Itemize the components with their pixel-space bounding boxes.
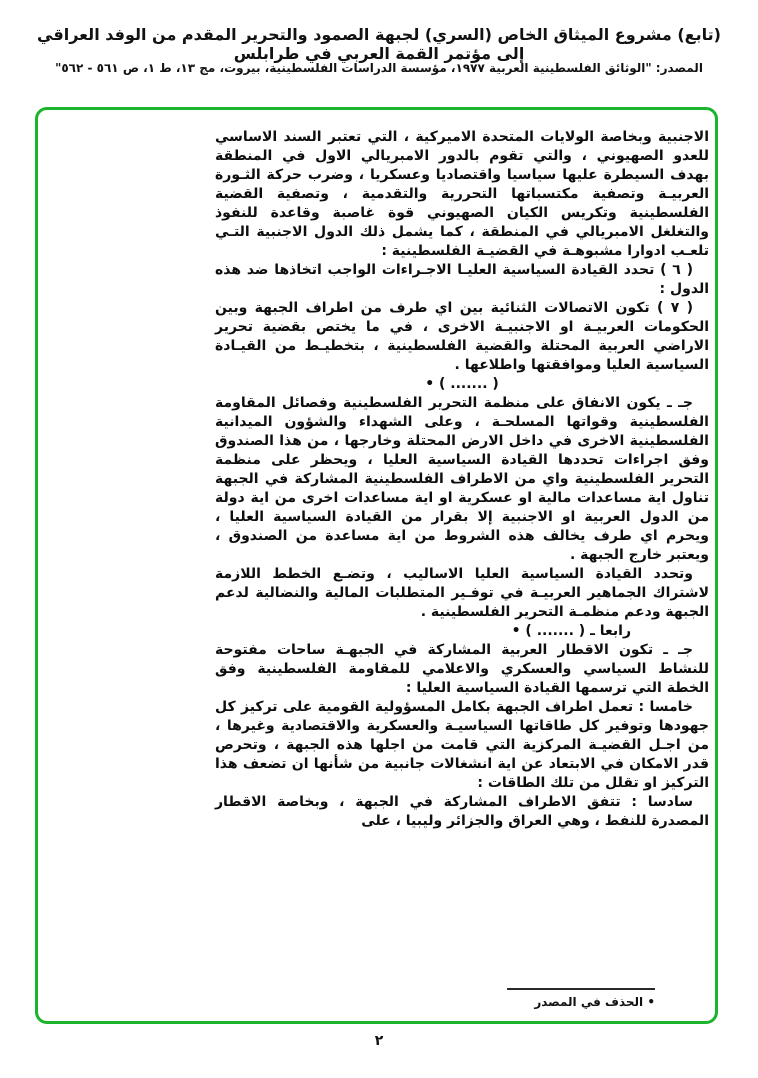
section-rabia-line: رابعا ـ ( ....... ) • <box>511 623 631 639</box>
body-paragraph-khamisa: خامسا : تعمل اطراف الجبهة بكامل المسؤولية القومية على تركيز كل جهودها وتوفير كل طاقاتها السياسيـة والعسكرية والاقتصادية وغيرها ، من اجـل القضيـة المركزية التي قامت من اجلها هذه الجبهة ، وتحرص قدر الامكان في الابتعاد عن اية انشغالات جانبية من شأنها ان تضعف هذا التركيز او تقلل من تلك الطاقات : <box>215 699 709 791</box>
footnote-divider <box>507 988 655 990</box>
body-paragraph: الاجنبية وبخاصة الولايات المتحدة الاميركية ، التي تعتبر السند الاساسي للعدو الصهيوني ، والتي تقوم بالدور الامبريالي الاول في المنطقة بهدف السيطرة عليها سياسيا واقتصاديا وعسكريا ، وضرب حركة الثـورة العربيـة وتصفية مكتسباتها التحررية والتقدمية ، وتصفية القضية الفلسطينية وتكريس الكيان الصهيوني قوة غاصبة وقاعدة للنفوذ والتغلغل الامبريالي في المنطقة ، كما يشمل ذلك الدول الاجنبية التـي تلعـب ادوارا مشبوهـة في القضيـة الفلسطينية : <box>215 129 709 259</box>
source-citation: المصدر: "الوثائق الفلسطينية العربية ١٩٧٧، مؤسسة الدراسات الفلسطينية، بيروت، مج ١٣، ط ١، ص ٥٦١ - ٥٦٢" <box>55 61 703 75</box>
document-title: (تابع) مشروع الميثاق الخاص (السري) لجبهة الصمود والتحرير المقدم من الوفد العراقي إلى مؤتمر القمة العربي في طرابلس <box>37 25 721 63</box>
document-body <box>215 128 709 831</box>
page-number: ٢ <box>374 1033 384 1049</box>
body-paragraph-jeem: جـ ـ يكون الانفاق على منظمة التحرير الفلسطينية وفصائل المقاومة الفلسطينية وقواتها المسلحـة ، وعلى الشهداء والشؤون الميدانية الفلسطينية الاخرى في داخل الارض المحتلة وخارجها ، من هذا الصندوق وفق اجراءات تحددها القيادة السياسية العليا ، ويحظر على منظمة التحرير الفلسطينية واي من الاطراف الفلسطينية المشاركة في الجبهة تناول اية مساعدات مالية او عسكرية او اية مساعدات اخرى من اية دولة من الدول العربية او الاجنبية إلا بقرار من القيادة السياسية العليا ، ويحرم اي طرف يخالف هذه الشروط من اية مساعدة من الصندوق ، ويعتبر خارج الجبهة . <box>215 395 709 563</box>
body-paragraph-item-6: ( ٦ ) تحدد القيادة السياسية العليـا الاجـراءات الواجب اتخاذها ضد هذه الدول : <box>215 262 709 297</box>
body-paragraph-item-7: ( ٧ ) تكون الاتصالات الثنائية بين اي طرف من اطراف الجبهة وبين الحكومات العربيـة او الاجنبيـة الاخرى ، في ما يختص بقضية تحرير الاراضي العربية المحتلة والقضية الفلسطينية ، بتخطيـط من القيـادة السياسية العليا وموافقتها واطلاعها . <box>215 300 709 373</box>
green-border-frame <box>35 107 718 1024</box>
body-paragraph: وتحدد القيادة السياسية العليا الاساليب ، وتضـع الخطط اللازمة لاشتراك الجماهير العربيـة في توفـير المتطلبات المالية والنضالية لدعم الجبهة ودعم منظمـة التحرير الفلسطينية . <box>215 566 709 620</box>
body-paragraph-jeem: جـ ـ تكون الاقطار العربية المشاركة في الجبهـة ساحات مفتوحة للنشاط السياسي والعسكري والاعلامي للمقاومة الفلسطينية وفق الخطة التي ترسمها القيادة السياسية العليا : <box>215 642 709 696</box>
footnote-text: • الحذف في المصدر <box>534 995 655 1009</box>
body-paragraph-sadisa: سادسا : تتفق الاطراف المشاركة في الجبهة ، وبخاصة الاقطار المصدرة للنفط ، وهي العراق والجزائر وليبيا ، على <box>215 794 709 829</box>
footnote-block <box>503 988 655 1009</box>
omission-ellipsis-line: ( ....... ) • <box>425 376 499 392</box>
